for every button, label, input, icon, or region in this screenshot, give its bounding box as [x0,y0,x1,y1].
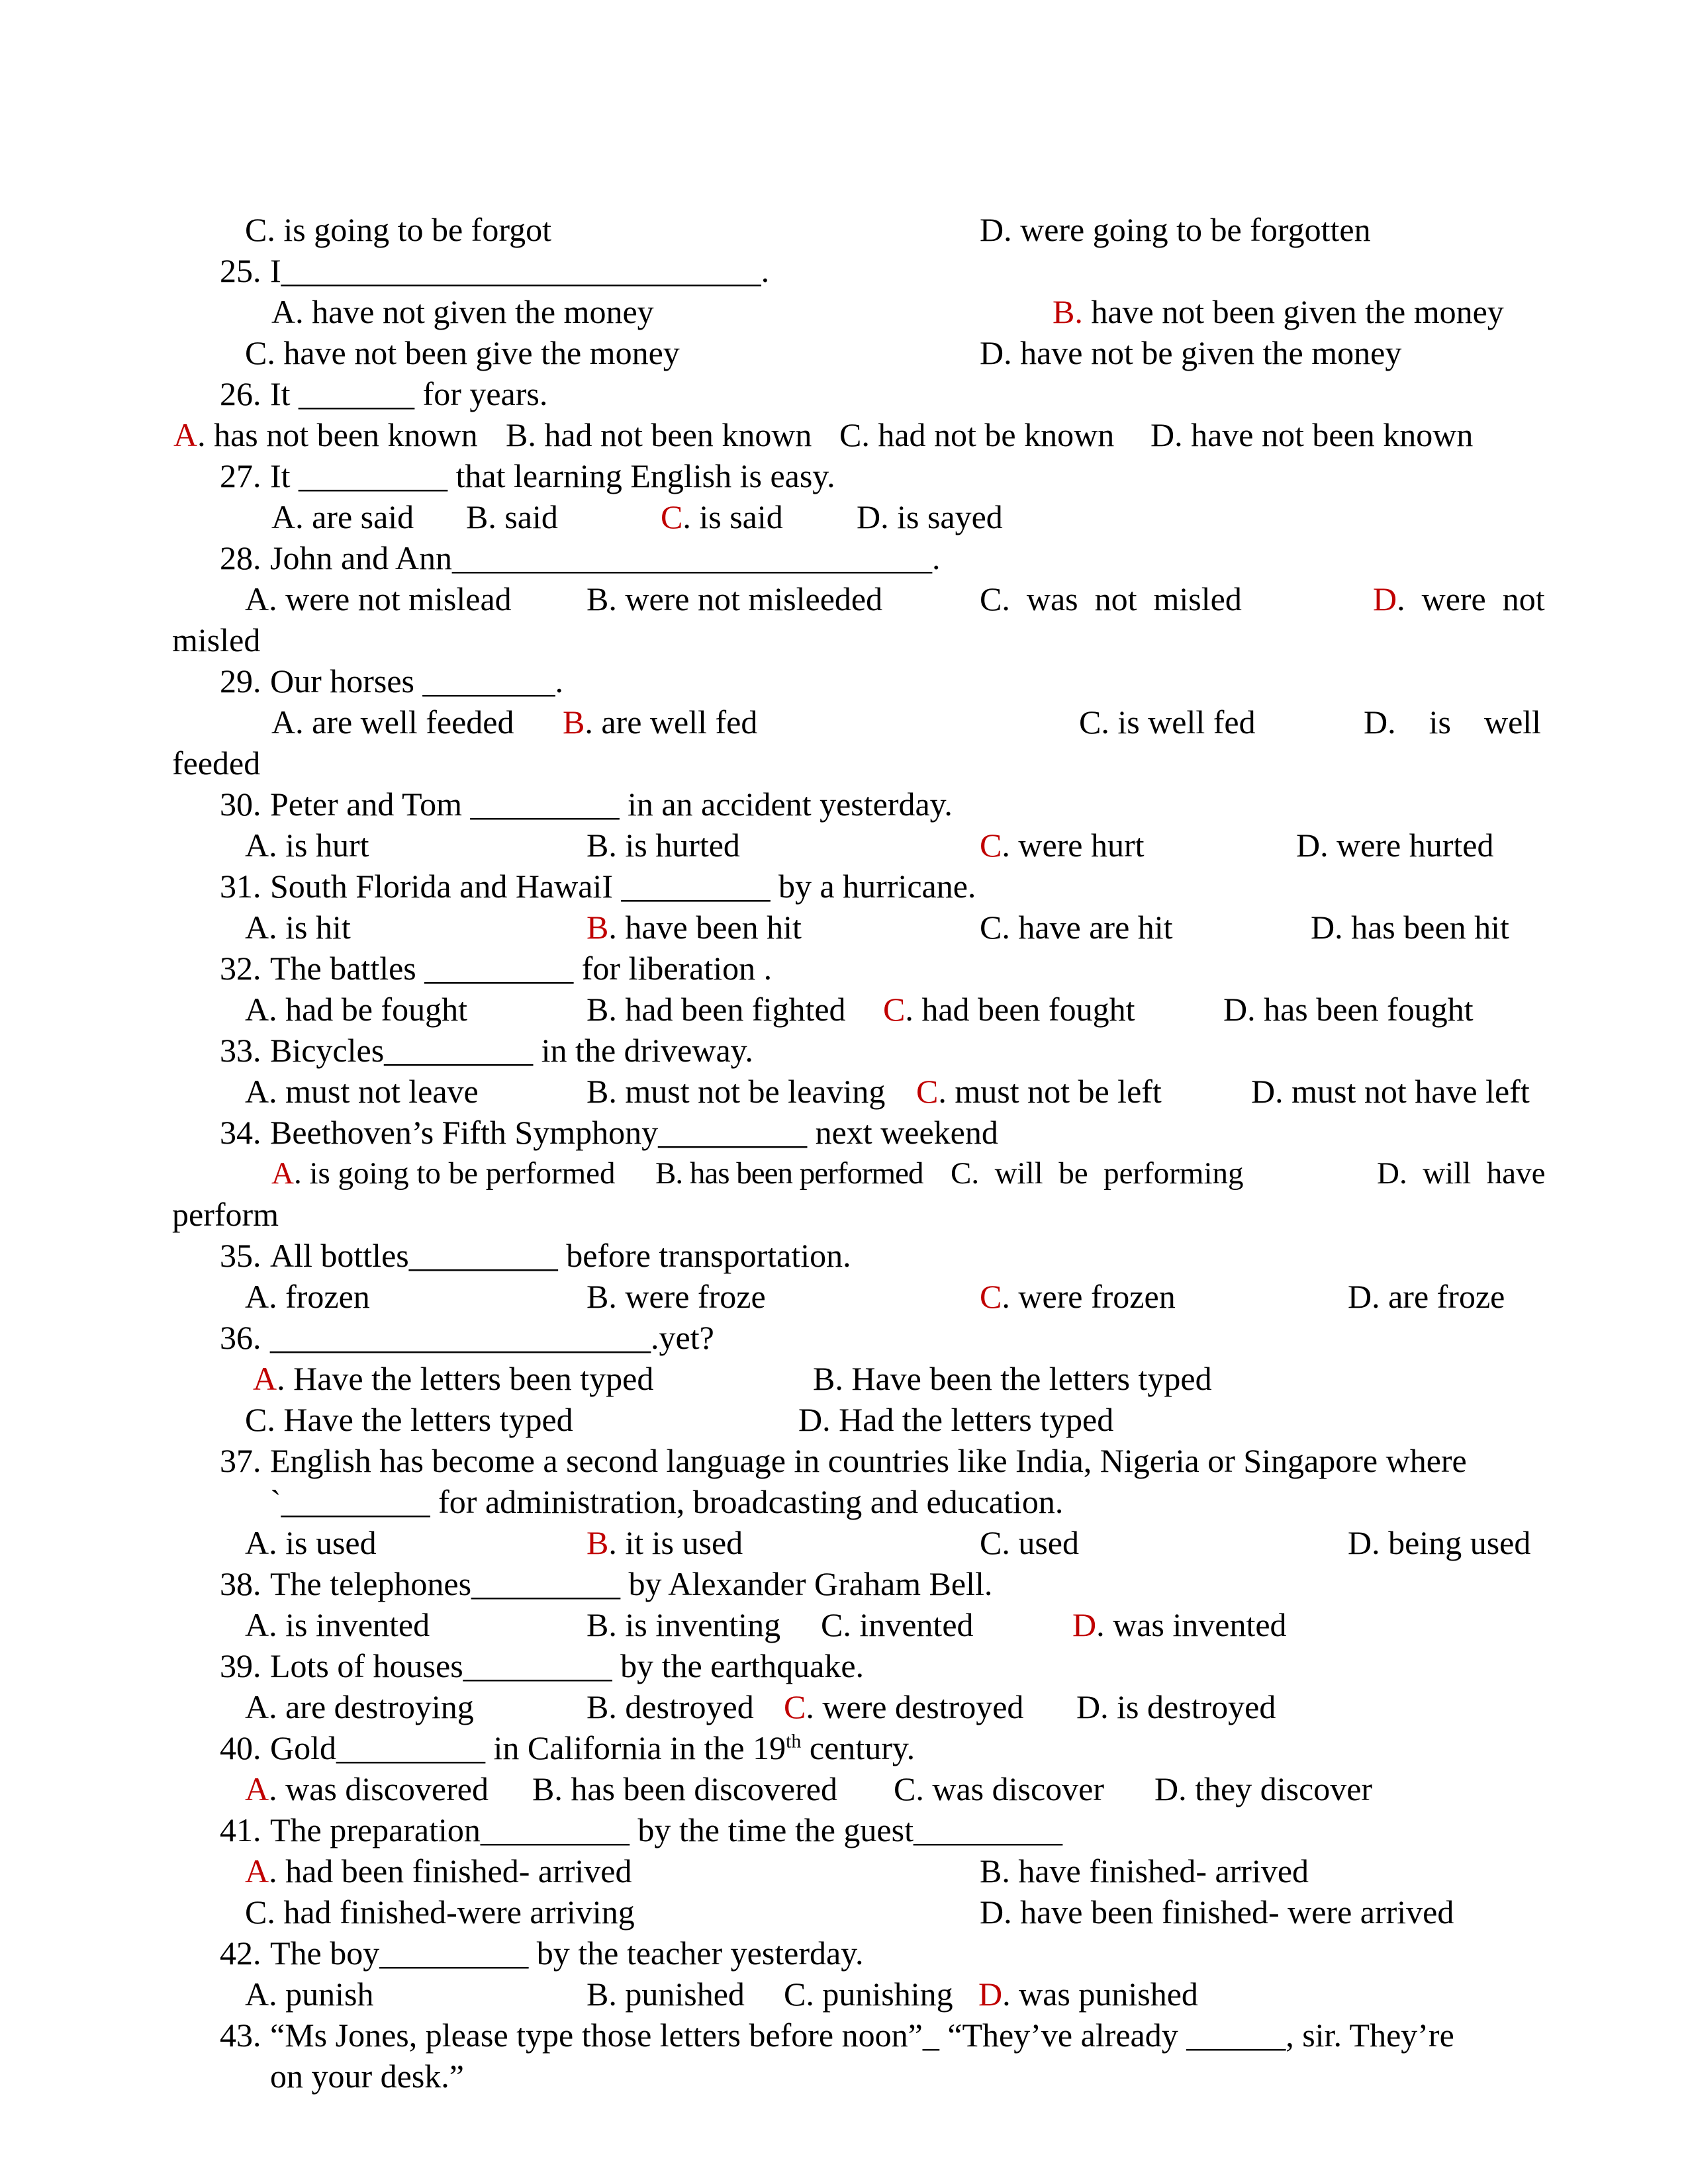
question-number: 32. [220,950,261,987]
option-d: D. being used [1348,1524,1531,1561]
answer-mark: A [245,1852,269,1889]
answer-mark: C [883,991,906,1028]
question-number: 31. [220,868,261,905]
answer-mark: B [586,909,609,946]
option-d: D. have not been known [1150,416,1474,453]
option-c: C. will be performing [951,1156,1244,1191]
option-d: D. were going to be forgotten [980,211,1371,248]
question-stem-continued: on your desk.” [270,2058,464,2095]
option-c: C. was discover [894,1770,1104,1807]
option-a: A. was discovered [245,1770,489,1807]
question-number: 29. [220,662,261,700]
option-d: D. has been hit [1311,909,1509,946]
option-d: D. has been fought [1223,991,1474,1028]
option-c: C. is said [661,498,783,535]
answer-mark: A [173,416,198,453]
option-d-wrap: misled [172,621,261,659]
option-d-wrap: feeded [172,745,261,782]
question-stem: Lots of houses_________ by the earthquake. [270,1647,865,1684]
option-a: A. are well feeded [271,704,514,741]
question-stem: Peter and Tom _________ in an accident yesterday. [270,786,953,823]
answer-mark: C [980,1278,1002,1315]
option-b: B. were froze [586,1278,766,1315]
answer-mark: C [661,498,683,535]
option-b: B. punished [586,1976,745,2013]
option-c: C. Have the letters typed [245,1401,573,1438]
question-number: 36. [220,1319,261,1356]
option-c: C. were hurt [980,827,1145,864]
option-a: A. has not been known [173,416,478,453]
option-a: A. is hit [245,909,351,946]
option-a: A. have not given the money [271,293,654,330]
question-stem: Bicycles_________ in the driveway. [270,1032,753,1069]
question-stem: Gold_________ in California in the 19th century. [270,1729,915,1766]
option-a: A. is used [245,1524,377,1561]
option-b: B. Have been the letters typed [813,1360,1212,1397]
question-number: 39. [220,1647,261,1684]
option-c: C. punishing [784,1976,953,2013]
option-c: C. had been fought [883,991,1135,1028]
option-c: C. used [980,1524,1079,1561]
question-stem: Beethoven’s Fifth Symphony_________ next weekend [270,1114,998,1151]
question-stem: The battles _________ for liberation . [270,950,773,987]
option-b: B. are well fed [563,704,758,741]
question-stem: All bottles_________ before transportation. [270,1237,851,1274]
option-d: D. they discover [1154,1770,1373,1807]
option-d: D. was invented [1072,1606,1287,1643]
option-a: A. were not mislead [245,580,512,617]
option-a: A. had been finished- arrived [245,1852,632,1889]
question-stem: _______________________.yet? [270,1319,714,1356]
question-number: 27. [220,457,261,494]
option-a: A. frozen [245,1278,370,1315]
option-d: D. are froze [1348,1278,1505,1315]
option-c: C. were destroyed [784,1688,1024,1725]
option-d: D. is sayed [857,498,1003,535]
option-b: B. were not misleeded [586,580,883,617]
option-c: C. had not be known [839,416,1115,453]
option-d: D. was punished [978,1976,1198,2013]
question-stem: English has become a second language in countries like India, Nigeria or Singapore where [270,1442,1467,1479]
option-b: B. have been hit [586,909,802,946]
question-number: 37. [220,1442,261,1479]
question-number: 34. [220,1114,261,1151]
option-a: A. must not leave [245,1073,479,1110]
option-c: C. have not been give the money [245,334,680,371]
option-c: C. had finished-were arriving [245,1893,635,1931]
question-number: 43. [220,2017,261,2054]
question-number: 25. [220,252,261,289]
question-number: 30. [220,786,261,823]
option-a: A. is invented [245,1606,430,1643]
question-number: 42. [220,1934,261,1972]
option-b: B. have finished- arrived [980,1852,1309,1889]
option-c: C. is well fed [1079,704,1256,741]
question-stem: I_____________________________. [270,252,770,289]
option-c: C. were frozen [980,1278,1176,1315]
question-stem: South Florida and HawaiI _________ by a hurricane. [270,868,976,905]
question-number: 38. [220,1565,261,1602]
option-b: B. must not be leaving [586,1073,886,1110]
option-a: A. are said [271,498,414,535]
option-a: A. had be fought [245,991,468,1028]
answer-mark: C [784,1688,806,1725]
option-d: D. must not have left [1251,1073,1530,1110]
option-c: C. have are hit [980,909,1173,946]
answer-mark: A [253,1360,277,1397]
option-a: A. is hurt [245,827,369,864]
option-b: B. has been performed [655,1156,923,1191]
option-b: B. has been discovered [532,1770,837,1807]
question-number: 26. [220,375,261,412]
question-stem: The telephones_________ by Alexander Graham Bell. [270,1565,993,1602]
answer-mark: D [1373,580,1397,617]
option-c: C. must not be left [916,1073,1162,1110]
option-b: B. said [466,498,558,535]
option-d: D. were hurted [1296,827,1494,864]
answer-mark: D [978,1976,1003,2013]
option-b: B. had been fighted [586,991,846,1028]
answer-mark: B. [1053,293,1083,330]
option-a: A. are destroying [245,1688,474,1725]
question-stem: It _________ that learning English is easy. [270,457,835,494]
answer-mark: D [1072,1606,1097,1643]
option-a: A. punish [245,1976,374,2013]
option-d-wrap: perform [172,1196,279,1233]
answer-mark: B [586,1524,609,1561]
answer-mark: B [563,704,585,741]
option-c: C. is going to be forgot [245,211,551,248]
question-number: 33. [220,1032,261,1069]
option-d: D. have been finished- were arrived [980,1893,1454,1931]
option-a: A. is going to be performed [271,1156,616,1191]
option-d: D. have not be given the money [980,334,1402,371]
question-stem: The boy_________ by the teacher yesterday. [270,1934,864,1972]
option-b: B. it is used [586,1524,743,1561]
question-number: 40. [220,1729,261,1766]
question-stem: Our horses ________. [270,662,564,700]
option-b: B. is hurted [586,827,740,864]
question-number: 28. [220,539,261,576]
option-b: B. have not been given the money [1053,293,1504,330]
answer-mark: A [245,1770,269,1807]
option-c: C. was not misled [980,580,1242,617]
option-b: B. is inventing [586,1606,781,1643]
answer-mark: A [271,1156,294,1191]
option-d: D. Had the letters typed [798,1401,1114,1438]
answer-mark: C [916,1073,939,1110]
answer-mark: C [980,827,1002,864]
question-stem-continued: `_________ for administration, broadcasting and education. [270,1483,1064,1520]
option-c: C. invented [821,1606,974,1643]
option-d: D. is destroyed [1076,1688,1276,1725]
question-number: 41. [220,1811,261,1848]
option-d: D. were not [1373,580,1545,617]
question-stem: John and Ann_____________________________. [270,539,941,576]
option-b: B. destroyed [586,1688,754,1725]
option-a: A. Have the letters been typed [253,1360,654,1397]
question-stem: “Ms Jones, please type those letters before noon”_ “They’ve already ______, sir. They’re [270,2017,1454,2054]
question-stem: The preparation_________ by the time the guest_________ [270,1811,1062,1848]
option-d: D. is well [1364,704,1542,741]
question-stem: It _______ for years. [270,375,548,412]
question-number: 35. [220,1237,261,1274]
option-d: D. will have [1377,1156,1546,1191]
option-b: B. had not been known [506,416,812,453]
